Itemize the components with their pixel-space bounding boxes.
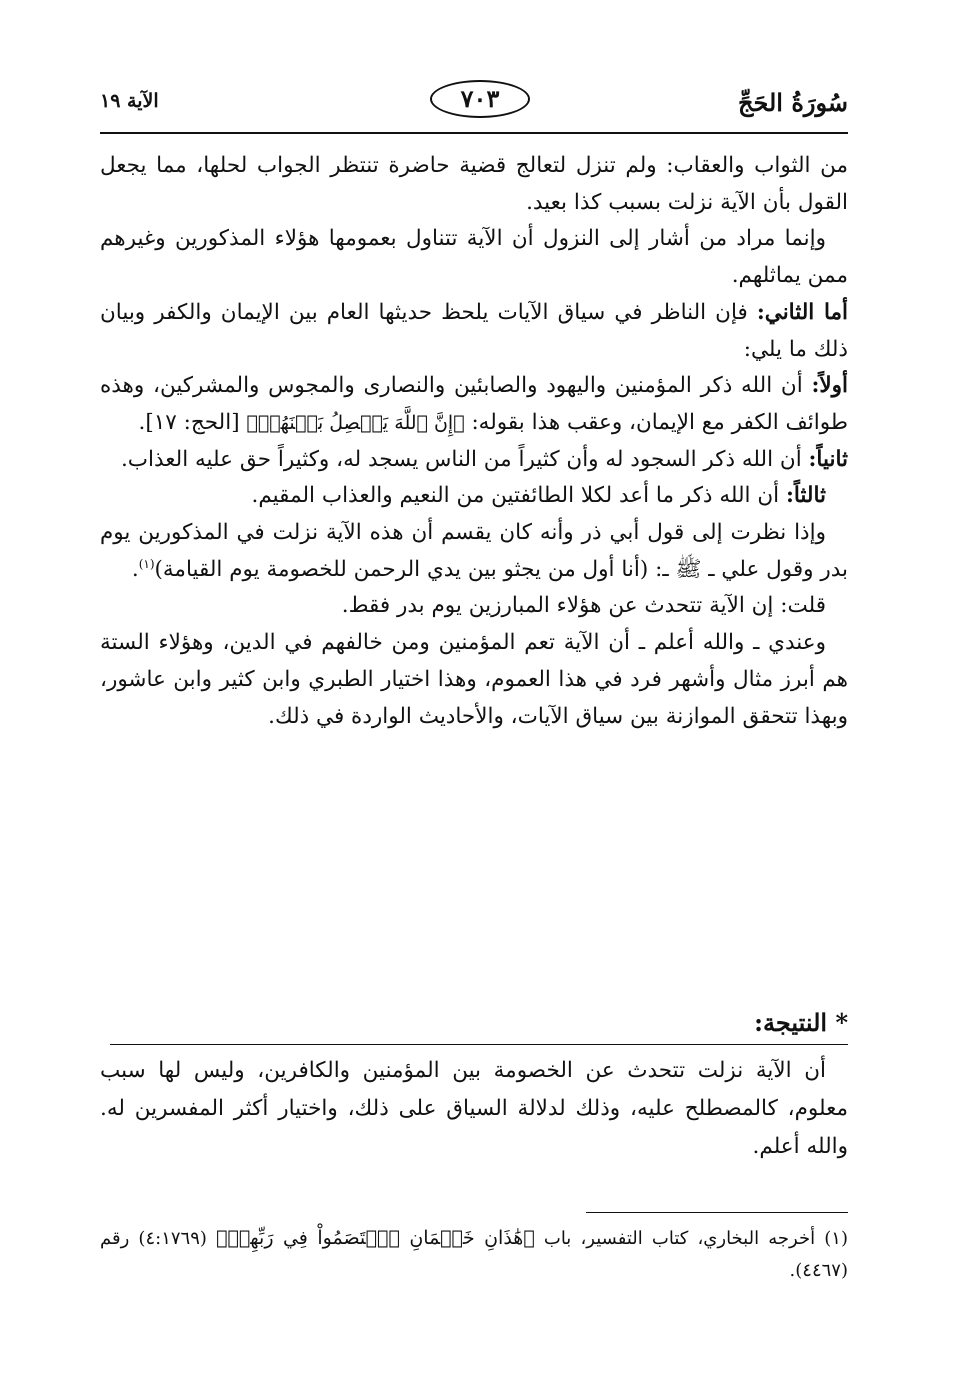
conclusion-text [100,1052,848,1166]
paragraph-2: وإنما مراد من أشار إلى النزول أن الآية تتناول بعمومها هؤلاء المذكورين وغيرهم ممن يماثلهم. [100,226,848,289]
quranic-verse: ﴿إِنَّ ٱللَّهَ يَفۡصِلُ بَيۡنَهُمۡ﴾ [246,411,465,434]
paragraph-4-text: أن الله ذكر المؤمنين واليهود والصابئين والنصارى والمجوس والمشركين، وهذه طوائف الكفر مع الإيمان، وعقب هذا بقوله: [100,373,848,435]
ayah-reference: الآية ١٩ [100,90,159,112]
paragraph-5 [100,442,848,479]
footnote-1 [100,1222,848,1287]
header-rule [100,132,848,134]
paragraph-4-lead: أولاً: [811,373,848,399]
paragraph-3-text: فإن الناظر في سياق الآيات يلحظ حديثها العام بين الإيمان والكفر وبيان ذلك ما يلي: [100,299,848,362]
paragraph-5-lead: ثانياً: [808,446,848,472]
footnote-marker: (١) [138,556,155,571]
paragraph-3-lead: أما الثاني: [756,299,848,325]
footnote-separator [586,1212,848,1213]
conclusion-paragraph: أن الآية نزلت تتحدث عن الخصومة بين المؤمنين والكافرين، وليس لها سبب معلوم، كالمصطلح عليه، وذلك لدلالة السياق على ذلك، واختيار أكثر المفسرين له. والله أعلم. [100,1058,848,1159]
paragraph-7 [100,515,848,588]
paragraph-1: من الثواب والعقاب: ولم تنزل لتعالج قضية حاضرة تنتظر الجواب لحلها، مما يجعل القول بأن الآية نزلت بسبب كذا بعيد. [100,153,848,215]
paragraph-6-text: أن الله ذكر ما أعد لكلا الطائفتين من النعيم والعذاب المقيم. [251,483,786,509]
conclusion-heading: * النتيجة: [754,1008,848,1037]
conclusion-rule [110,1044,848,1045]
main-text [100,148,848,735]
page-header [100,80,848,124]
paragraph-9: وعندي ـ والله أعلم ـ أن الآية تعم المؤمنين ومن خالفهم في الدين، وهؤلاء الستة هم أبرز مثال وأشهر فرد في هذا العموم، وهذا اختيار الطبري وابن كثير وابن عاشور، وبهذا تتحقق الموازنة بين سياق الآيات، والأحاديث الواردة في ذلك. [100,630,848,729]
paragraph-6 [100,478,848,515]
paragraph-5-text: أن الله ذكر السجود له وأن كثيراً من الناس يسجد له، وكثيراً حق عليه العذاب. [120,446,809,472]
surah-title: سُورَةُ الحَجِّ [738,88,848,117]
footnote-1-verse: ﴿هَٰذَانِ خَصۡمَانِ ٱخۡتَصَمُواْ فِي رَبِّهِمۡ﴾ [216,1227,535,1249]
footnotes [100,1222,848,1287]
verse-reference: [الحج: ١٧]. [138,409,247,435]
footnote-1-reference: (٤:١٧٦٩) رقم (٤٤٦٧). [100,1228,848,1281]
paragraph-6-lead: ثالثاً: [785,483,826,509]
page-number: ٧٠٣ [430,80,530,118]
paragraph-3 [100,295,848,368]
paragraph-8: قلت: إن الآية تتحدث عن هؤلاء المبارزين يوم بدر فقط. [341,593,826,619]
footnote-1-text: (١) أخرجه البخاري، كتاب التفسير، باب [534,1228,848,1249]
paragraph-7-text: وإذا نظرت إلى قول أبي ذر وأنه كان يقسم أن هذه الآية نزلت في المذكورين يوم بدر وقول علي ـ ﷺ ـ: (أنا أول من يجثو بين يدي الرحمن للخصومة يوم القيامة) [100,520,848,582]
paragraph-7-end: . [131,556,139,582]
paragraph-4 [100,368,848,441]
